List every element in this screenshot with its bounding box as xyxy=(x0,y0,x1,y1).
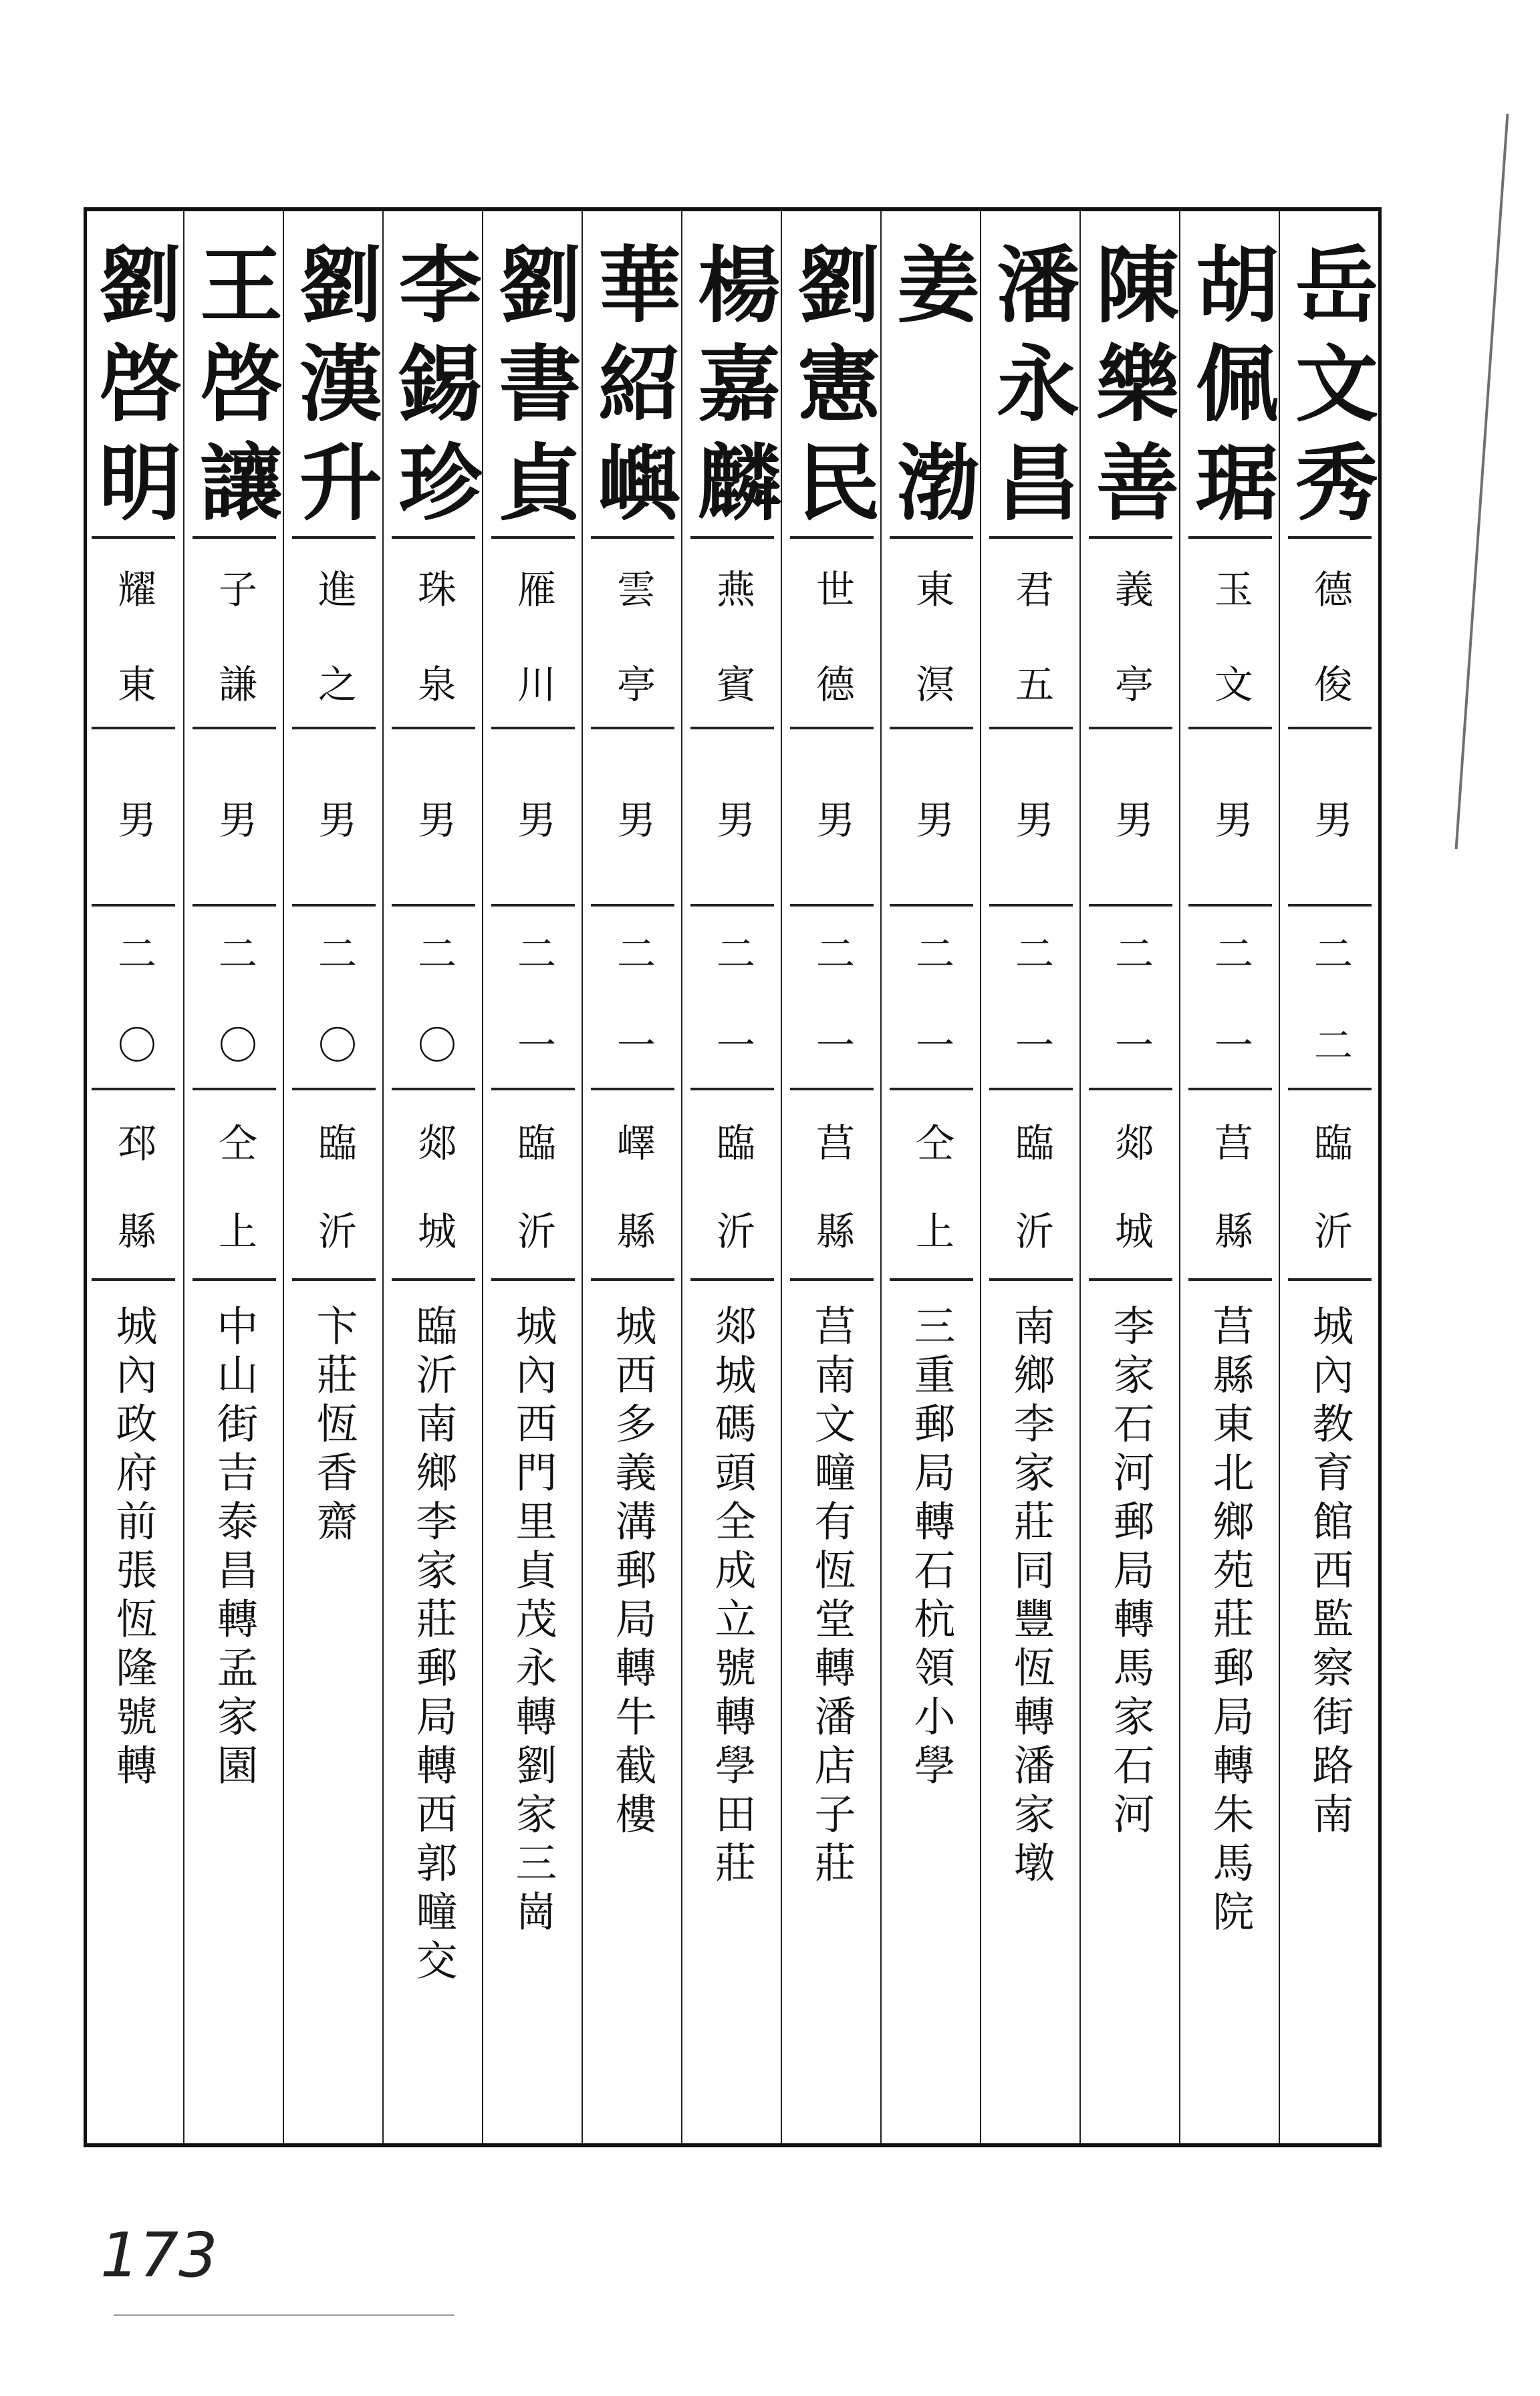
name-cell xyxy=(1180,211,1280,539)
age-cell-text: 二一 xyxy=(909,933,954,1064)
record-column xyxy=(980,211,1079,2143)
age-cell-text: 二二 xyxy=(1307,933,1353,1064)
native-place-cell-text: 邳縣 xyxy=(111,1122,156,1249)
native-place-cell-text: 郯城 xyxy=(411,1122,457,1249)
native-place-cell xyxy=(483,1090,583,1281)
courtesy-name-cell-text: 珠泉 xyxy=(411,569,457,703)
name-cell-text: 岳文秀 xyxy=(1281,241,1378,522)
record-column xyxy=(681,211,781,2143)
address-cell xyxy=(981,1281,1081,2143)
courtesy-name-cell-text: 雲亭 xyxy=(610,569,656,703)
gender-cell xyxy=(184,729,284,907)
gender-cell xyxy=(284,729,384,907)
courtesy-name-cell xyxy=(284,539,384,729)
gender-cell xyxy=(1081,729,1180,907)
record-column xyxy=(1179,211,1279,2143)
address-cell xyxy=(1280,1281,1380,2143)
native-place-cell-text: 仝上 xyxy=(212,1122,257,1249)
handwritten-margin-annotation xyxy=(1455,114,1536,849)
gender-cell-text: 男 xyxy=(111,800,156,838)
gender-cell-text: 男 xyxy=(710,800,755,838)
courtesy-name-cell-text: 德俊 xyxy=(1307,569,1353,703)
name-cell xyxy=(284,211,384,539)
gender-cell xyxy=(1180,729,1280,907)
courtesy-name-cell-text: 世德 xyxy=(809,569,855,703)
gender-cell-text: 男 xyxy=(1307,800,1353,838)
courtesy-name-cell-text: 義亭 xyxy=(1108,569,1154,703)
courtesy-name-cell xyxy=(583,539,682,729)
gender-cell-text: 男 xyxy=(1208,800,1253,838)
age-cell-text: 二一 xyxy=(610,933,656,1064)
native-place-cell-text: 仝上 xyxy=(909,1122,954,1249)
name-cell-text: 胡佩琚 xyxy=(1182,241,1279,522)
courtesy-name-cell-text: 雁川 xyxy=(511,569,556,703)
age-cell xyxy=(384,907,483,1090)
native-place-cell-text: 臨沂 xyxy=(511,1122,556,1249)
age-cell xyxy=(1180,907,1280,1090)
gender-cell-text: 男 xyxy=(511,800,556,838)
name-cell xyxy=(184,211,284,539)
name-cell xyxy=(682,211,782,539)
record-column xyxy=(1079,211,1179,2143)
courtesy-name-cell xyxy=(483,539,583,729)
address-cell-text: 李家石河郵局轉馬家石河 xyxy=(1106,1304,1155,1841)
native-place-cell-text: 臨沂 xyxy=(311,1122,357,1249)
age-cell-text: 二一 xyxy=(710,933,755,1064)
gender-cell xyxy=(882,729,981,907)
name-cell xyxy=(583,211,682,539)
gender-cell xyxy=(782,729,882,907)
address-cell xyxy=(782,1281,882,2143)
address-cell-text: 三重郵局轉石杭領小學 xyxy=(907,1304,956,1792)
courtesy-name-cell-text: 子謙 xyxy=(212,569,257,703)
name-cell xyxy=(981,211,1081,539)
age-cell xyxy=(284,907,384,1090)
address-cell xyxy=(284,1281,384,2143)
age-cell xyxy=(483,907,583,1090)
gender-cell xyxy=(981,729,1081,907)
record-column xyxy=(283,211,382,2143)
courtesy-name-cell-text: 玉文 xyxy=(1208,569,1253,703)
address-cell-text: 南鄉李家莊同豐恆轉潘家墩 xyxy=(1007,1304,1055,1890)
name-cell xyxy=(782,211,882,539)
address-cell-text: 城內政府前張恆隆號轉 xyxy=(109,1304,158,1792)
address-cell xyxy=(483,1281,583,2143)
native-place-cell xyxy=(583,1090,682,1281)
age-cell-text: 二一 xyxy=(1009,933,1054,1064)
gender-cell-text: 男 xyxy=(1009,800,1054,838)
record-column xyxy=(382,211,482,2143)
native-place-cell xyxy=(1280,1090,1380,1281)
address-cell xyxy=(1081,1281,1180,2143)
gender-cell xyxy=(1280,729,1380,907)
courtesy-name-cell-text: 進之 xyxy=(311,569,357,703)
name-cell-text: 劉書貞 xyxy=(485,241,582,522)
address-cell-text: 莒縣東北鄉苑莊郵局轉朱馬院 xyxy=(1206,1304,1255,1939)
footer-rule xyxy=(114,2314,455,2316)
courtesy-name-cell-text: 耀東 xyxy=(111,569,156,703)
native-place-cell-text: 嶧縣 xyxy=(610,1122,656,1249)
name-cell-text: 潘永昌 xyxy=(983,241,1079,522)
name-cell-text: 劉漢升 xyxy=(285,241,382,522)
address-cell xyxy=(384,1281,483,2143)
age-cell xyxy=(1280,907,1380,1090)
native-place-cell-text: 臨沂 xyxy=(1009,1122,1054,1249)
name-cell-text: 劉憲民 xyxy=(783,241,880,522)
courtesy-name-cell-text: 燕賓 xyxy=(710,569,755,703)
age-cell-text: 二一 xyxy=(1108,933,1154,1064)
name-cell-text: 華紹嶼 xyxy=(584,241,681,522)
gender-cell-text: 男 xyxy=(909,800,954,838)
record-column xyxy=(84,211,183,2143)
record-column xyxy=(880,211,980,2143)
address-cell-text: 城內教育館西監察街路南 xyxy=(1305,1304,1354,1841)
courtesy-name-cell xyxy=(981,539,1081,729)
address-cell-text: 中山街吉泰昌轉孟家園 xyxy=(210,1304,259,1792)
native-place-cell xyxy=(1180,1090,1280,1281)
roster-table xyxy=(84,207,1382,2147)
courtesy-name-cell xyxy=(84,539,183,729)
name-cell xyxy=(483,211,583,539)
age-cell xyxy=(981,907,1081,1090)
name-cell xyxy=(384,211,483,539)
courtesy-name-cell-text: 君五 xyxy=(1009,569,1054,703)
gender-cell xyxy=(483,729,583,907)
native-place-cell-text: 臨沂 xyxy=(710,1122,755,1249)
gender-cell-text: 男 xyxy=(212,800,257,838)
age-cell xyxy=(583,907,682,1090)
name-cell xyxy=(84,211,183,539)
address-cell-text: 莒南文疃有恆堂轉潘店子莊 xyxy=(807,1304,856,1890)
address-cell xyxy=(882,1281,981,2143)
native-place-cell xyxy=(284,1090,384,1281)
address-cell xyxy=(1180,1281,1280,2143)
age-cell xyxy=(882,907,981,1090)
gender-cell xyxy=(84,729,183,907)
name-cell-text: 劉啓明 xyxy=(85,241,182,522)
native-place-cell-text: 莒縣 xyxy=(809,1122,855,1249)
courtesy-name-cell xyxy=(184,539,284,729)
page-number: 173 xyxy=(100,2220,218,2291)
courtesy-name-cell xyxy=(1081,539,1180,729)
courtesy-name-cell-text: 東溟 xyxy=(909,569,954,703)
record-column xyxy=(482,211,582,2143)
record-column xyxy=(582,211,681,2143)
native-place-cell xyxy=(782,1090,882,1281)
age-cell xyxy=(782,907,882,1090)
native-place-cell-text: 郯城 xyxy=(1108,1122,1154,1249)
name-cell-text: 陳樂善 xyxy=(1082,241,1179,522)
native-place-cell xyxy=(1081,1090,1180,1281)
age-cell xyxy=(682,907,782,1090)
native-place-cell xyxy=(981,1090,1081,1281)
age-cell xyxy=(1081,907,1180,1090)
courtesy-name-cell xyxy=(1280,539,1380,729)
native-place-cell-text: 莒縣 xyxy=(1208,1122,1253,1249)
native-place-cell xyxy=(682,1090,782,1281)
courtesy-name-cell xyxy=(682,539,782,729)
courtesy-name-cell xyxy=(782,539,882,729)
age-cell xyxy=(184,907,284,1090)
name-cell-text: 姜渤 xyxy=(883,241,980,522)
address-cell-text: 城西多義溝郵局轉牛截樓 xyxy=(608,1304,657,1841)
address-cell xyxy=(84,1281,183,2143)
native-place-cell xyxy=(184,1090,284,1281)
native-place-cell xyxy=(384,1090,483,1281)
gender-cell-text: 男 xyxy=(610,800,656,838)
address-cell xyxy=(682,1281,782,2143)
age-cell-text: 二〇 xyxy=(212,933,257,1064)
gender-cell xyxy=(583,729,682,907)
record-column xyxy=(1279,211,1378,2143)
native-place-cell-text: 臨沂 xyxy=(1307,1122,1353,1249)
name-cell-text: 李錫珍 xyxy=(385,241,482,522)
address-cell-text: 臨沂南鄉李家莊郵局轉西郭疃交 xyxy=(409,1304,458,1988)
courtesy-name-cell xyxy=(384,539,483,729)
age-cell-text: 二一 xyxy=(511,933,556,1064)
gender-cell xyxy=(384,729,483,907)
name-cell xyxy=(882,211,981,539)
native-place-cell xyxy=(84,1090,183,1281)
courtesy-name-cell xyxy=(1180,539,1280,729)
name-cell xyxy=(1280,211,1380,539)
native-place-cell xyxy=(882,1090,981,1281)
gender-cell-text: 男 xyxy=(411,800,457,838)
record-column xyxy=(183,211,283,2143)
name-cell xyxy=(1081,211,1180,539)
gender-cell-text: 男 xyxy=(1108,800,1154,838)
name-cell-text: 王啓讓 xyxy=(186,241,283,522)
record-column xyxy=(781,211,880,2143)
age-cell xyxy=(84,907,183,1090)
address-cell-text: 郯城碼頭全成立號轉學田莊 xyxy=(708,1304,757,1890)
address-cell xyxy=(184,1281,284,2143)
courtesy-name-cell xyxy=(882,539,981,729)
gender-cell-text: 男 xyxy=(809,800,855,838)
address-cell xyxy=(583,1281,682,2143)
age-cell-text: 二〇 xyxy=(111,933,156,1064)
age-cell-text: 二一 xyxy=(809,933,855,1064)
name-cell-text: 楊嘉麟 xyxy=(684,241,781,522)
age-cell-text: 二〇 xyxy=(311,933,357,1064)
gender-cell xyxy=(682,729,782,907)
gender-cell-text: 男 xyxy=(311,800,357,838)
address-cell-text: 城內西門里貞茂永轉劉家三崗 xyxy=(509,1304,557,1939)
address-cell-text: 卞莊恆香齋 xyxy=(309,1304,358,1548)
age-cell-text: 二〇 xyxy=(411,933,457,1064)
age-cell-text: 二一 xyxy=(1208,933,1253,1064)
